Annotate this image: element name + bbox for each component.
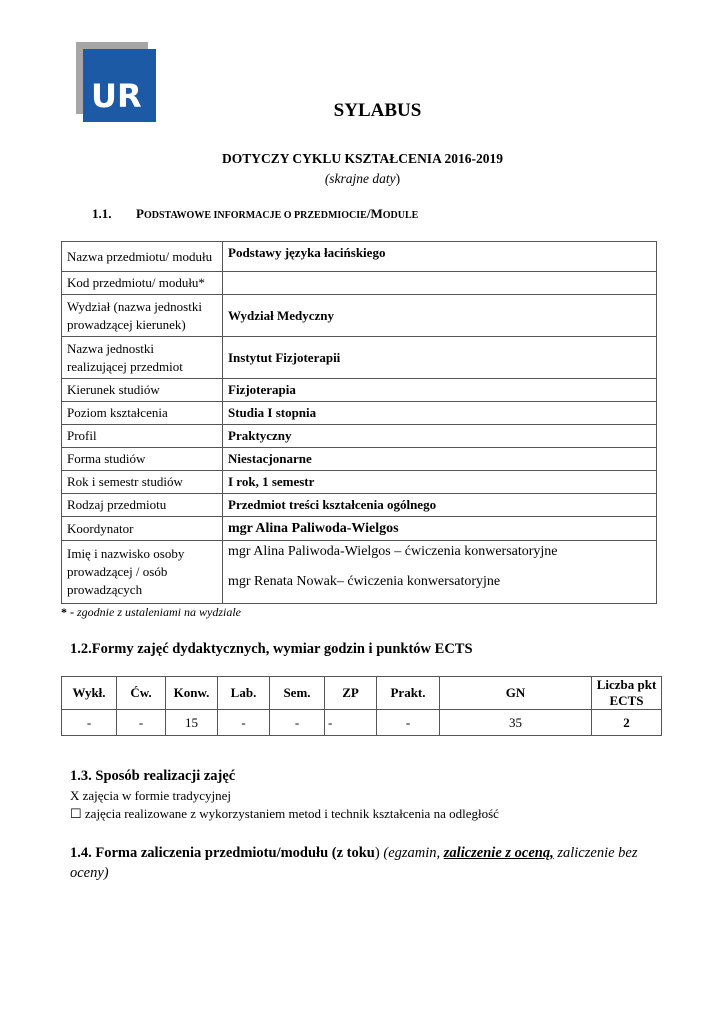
delivery-option-traditional: X zajęcia w formie tradycyjnej	[70, 788, 231, 803]
table-row	[62, 242, 657, 272]
info-value: I rok, 1 semestr	[223, 471, 657, 494]
section-1-4-option: (egzamin,	[383, 845, 444, 861]
document-title: SYLABUS	[333, 100, 422, 121]
logo-text: UR	[91, 79, 142, 111]
table-row	[62, 272, 657, 295]
column-header: Liczba pkt ECTS	[592, 677, 662, 710]
cycle-sub-close: )	[395, 171, 401, 186]
info-label: Koordynator	[62, 517, 223, 541]
info-value: Praktyczny	[223, 425, 657, 448]
table-cell: -	[62, 710, 117, 736]
column-header: Sem.	[270, 677, 325, 710]
section-1-1-text-b: ODULE	[382, 210, 419, 221]
footnote-star: * -	[61, 605, 74, 619]
footnote	[61, 605, 241, 620]
instructors-value	[223, 541, 657, 604]
ects-cell: 2	[592, 710, 662, 736]
info-label: Nazwa jednostki realizującej przedmiot	[62, 337, 223, 379]
column-header: Konw.	[166, 677, 218, 710]
info-value: Wydział Medyczny	[223, 295, 657, 337]
cycle-heading: DOTYCZY CYKLU KSZTAŁCENIA 2016-2019	[222, 151, 503, 166]
table-cell: -	[218, 710, 270, 736]
section-1-2-heading: 1.2.Formy zajęć dydaktycznych, wymiar godzin i punktów ECTS	[70, 641, 473, 657]
table-cell: -	[270, 710, 325, 736]
table-row	[62, 402, 657, 425]
section-1-1-text-a: ODSTAWOWE INFORMACJE O PRZEDMIOCIE	[143, 210, 367, 221]
column-header: Lab.	[218, 677, 270, 710]
info-value: Instytut Fizjoterapii	[223, 337, 657, 379]
section-1-1-initial-m: M	[370, 206, 383, 221]
info-label: Rodzaj przedmiotu	[62, 494, 223, 517]
cycle-subheading	[0, 171, 725, 187]
info-label: Poziom kształcenia	[62, 402, 223, 425]
column-header: GN	[440, 677, 592, 710]
table-row	[62, 541, 657, 604]
info-label: Profil	[62, 425, 223, 448]
info-label: Imię i nazwisko osoby prowadzącej / osób prowadzących	[62, 541, 223, 604]
info-value	[223, 272, 657, 295]
info-label: Kod przedmiotu/ modułu*	[62, 272, 223, 295]
section-1-1-number: 1.1.	[92, 206, 112, 221]
section-1-4-heading	[70, 843, 660, 883]
info-value: Podstawy języka łacińskiego	[223, 242, 657, 272]
section-1-4-close: )	[374, 845, 384, 861]
info-label: Rok i semestr studiów	[62, 471, 223, 494]
info-label: Forma studiów	[62, 448, 223, 471]
table-cell: -	[117, 710, 166, 736]
basic-info-table	[61, 241, 657, 604]
column-header: Prakt.	[377, 677, 440, 710]
section-1-1-heading	[92, 206, 418, 222]
footnote-text: zgodnie z ustaleniami na wydziale	[74, 605, 241, 619]
table-cell: -	[377, 710, 440, 736]
column-header: ZP	[325, 677, 377, 710]
section-1-1-slash: /	[366, 206, 371, 221]
table-row	[62, 337, 657, 379]
info-value: Fizjoterapia	[223, 379, 657, 402]
instructor-line: mgr Alina Paliwoda-Wielgos – ćwiczenia konwersatoryjne	[228, 544, 558, 559]
cycle-sub-text: (skrajne daty	[324, 171, 396, 186]
table-header-row	[62, 677, 662, 710]
info-value: Niestacjonarne	[223, 448, 657, 471]
delivery-option-remote: ☐ zajęcia realizowane z wykorzystaniem metod i technik kształcenia na odległość	[70, 806, 499, 821]
info-label: Kierunek studiów	[62, 379, 223, 402]
table-row	[62, 494, 657, 517]
table-row	[62, 425, 657, 448]
table-cell: 15	[166, 710, 218, 736]
table-cell: -	[325, 710, 377, 736]
section-1-4-title: 1.4. Forma zaliczenia przedmiotu/modułu (z toku	[70, 845, 375, 861]
section-1-1-initial-p: P	[136, 206, 144, 221]
table-row	[62, 471, 657, 494]
section-1-4-selected-option: zaliczenie z oceną,	[443, 845, 554, 861]
section-1-4-option: zaliczenie bez oceny)	[70, 845, 638, 881]
section-1-3-heading: 1.3. Sposób realizacji zajęć	[70, 768, 236, 784]
coordinator-value: mgr Alina Paliwoda-Wielgos	[223, 517, 657, 541]
column-header: Ćw.	[117, 677, 166, 710]
column-header: Wykł.	[62, 677, 117, 710]
table-row	[62, 710, 662, 736]
info-value: Studia I stopnia	[223, 402, 657, 425]
instructor-line: mgr Renata Nowak– ćwiczenia konwersatoryjne	[228, 574, 501, 589]
info-label: Nazwa przedmiotu/ modułu	[62, 242, 223, 272]
info-label: Wydział (nazwa jednostki prowadzącej kierunek)	[62, 295, 223, 337]
table-row	[62, 448, 657, 471]
table-cell: 35	[440, 710, 592, 736]
table-row	[62, 295, 657, 337]
table-row	[62, 517, 657, 541]
table-row	[62, 379, 657, 402]
class-forms-table	[61, 676, 662, 736]
info-value: Przedmiot treści kształcenia ogólnego	[223, 494, 657, 517]
